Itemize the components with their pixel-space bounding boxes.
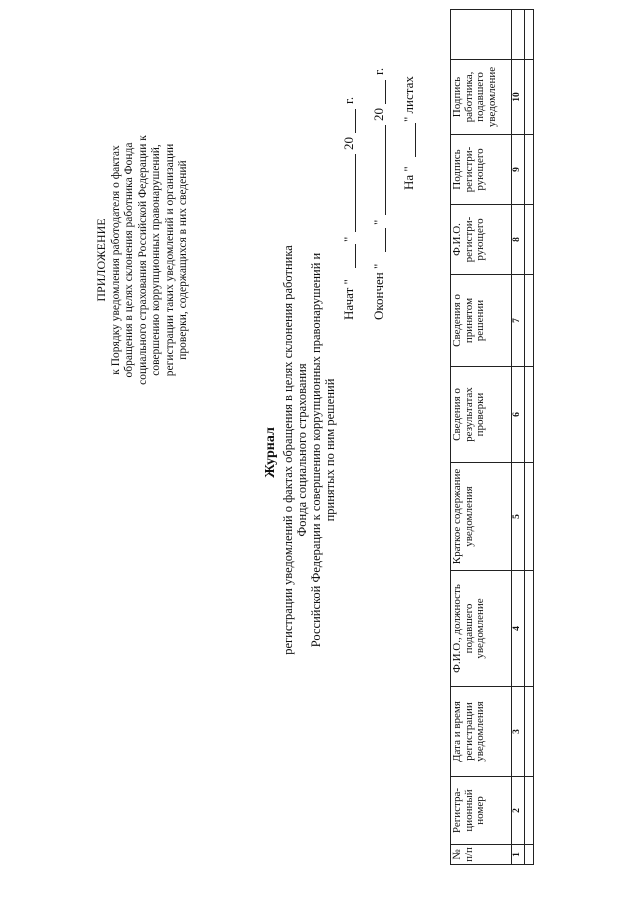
blank-cell [525,571,534,687]
blank-cell [525,845,534,865]
quote-mark: " [371,219,386,225]
blank-cell [525,205,534,275]
column-number: 2 [512,777,525,845]
journal-table [450,9,534,865]
year-suffix: г. [371,67,386,75]
column-number: 5 [512,463,525,571]
sheets-line [401,0,417,190]
appendix-line: проверки, содержащихся в них сведений [177,160,189,360]
year-suffix: г. [341,96,356,104]
blank-cell [525,10,534,60]
table-blank-row [525,10,534,865]
blank-cell [525,777,534,845]
header-cell: Краткое содержание уведомления [451,463,512,571]
year-underline [355,109,356,133]
header-cell: Дата и время регистрации уведомления [451,687,512,777]
column-number: 9 [512,135,525,205]
header-cell: Сведения о принятом решении [451,275,512,367]
appendix-line: регистрации таких уведомлений и организации [163,143,176,377]
blank-cell [525,135,534,205]
sheets-suffix: " листах [401,76,416,122]
header-cell: Подпись работника, подавшего уведомление [451,60,512,135]
journal-subtitle-line: Российской Федерации к совершению коррупционных правонарушений и принятых по ним решений [309,252,337,648]
day-underline [385,228,386,252]
column-number: 1 [512,845,525,865]
appendix-line: социального страхования Российской Федерации к [136,135,149,385]
column-number: 10 [512,60,525,135]
header-cell: Сведения о результатах проверки [451,367,512,463]
journal-subtitle [281,245,337,655]
month-underline [355,154,356,232]
year-underline [385,80,386,104]
header-cell: Ф.И.О., должность подавшего уведомление [451,571,512,687]
column-number: 6 [512,367,525,463]
column-number: 4 [512,571,525,687]
ended-line [371,0,387,320]
appendix-heading: ПРИЛОЖЕНИЕ [94,218,108,302]
table-number-row [512,10,525,865]
blank-cell [525,60,534,135]
column-number-empty [512,10,525,60]
header-cell: № п/п [451,845,512,865]
header-cell: Регистра-ционный номер [451,777,512,845]
header-cell-empty [451,10,512,60]
column-number: 7 [512,275,525,367]
column-number: 3 [512,687,525,777]
sheets-underline [415,123,416,157]
journal-title: Журнал [263,427,278,478]
blank-cell [525,367,534,463]
table-header-row [451,10,512,865]
appendix-line: обращения в целях склонения работника Фонда [123,142,135,378]
appendix-block [95,90,191,430]
header-cell: Ф.И.О. регистри-рующего [451,205,512,275]
column-number: 8 [512,205,525,275]
journal-subtitle-line: регистрации уведомлений о фактах обращения в целях склонения работника Фонда социального страхования [281,245,309,655]
appendix-line: к Порядку уведомления работодателя о фактах [109,145,122,375]
appendix-line: совершению коррупционных правонарушений, [150,144,162,376]
sheets-prefix: На " [401,166,416,190]
started-label: Начат " [341,279,356,320]
month-underline [385,125,386,215]
blank-cell [525,687,534,777]
year-prefix: 20 [341,137,356,150]
blank-cell [525,463,534,571]
quote-mark: " [341,236,356,242]
started-line [341,0,357,320]
blank-cell [525,275,534,367]
year-prefix: 20 [371,108,386,121]
header-cell: Подпись регистри-рующего [451,135,512,205]
ended-label: Окончен " [371,263,386,320]
day-underline [355,244,356,268]
